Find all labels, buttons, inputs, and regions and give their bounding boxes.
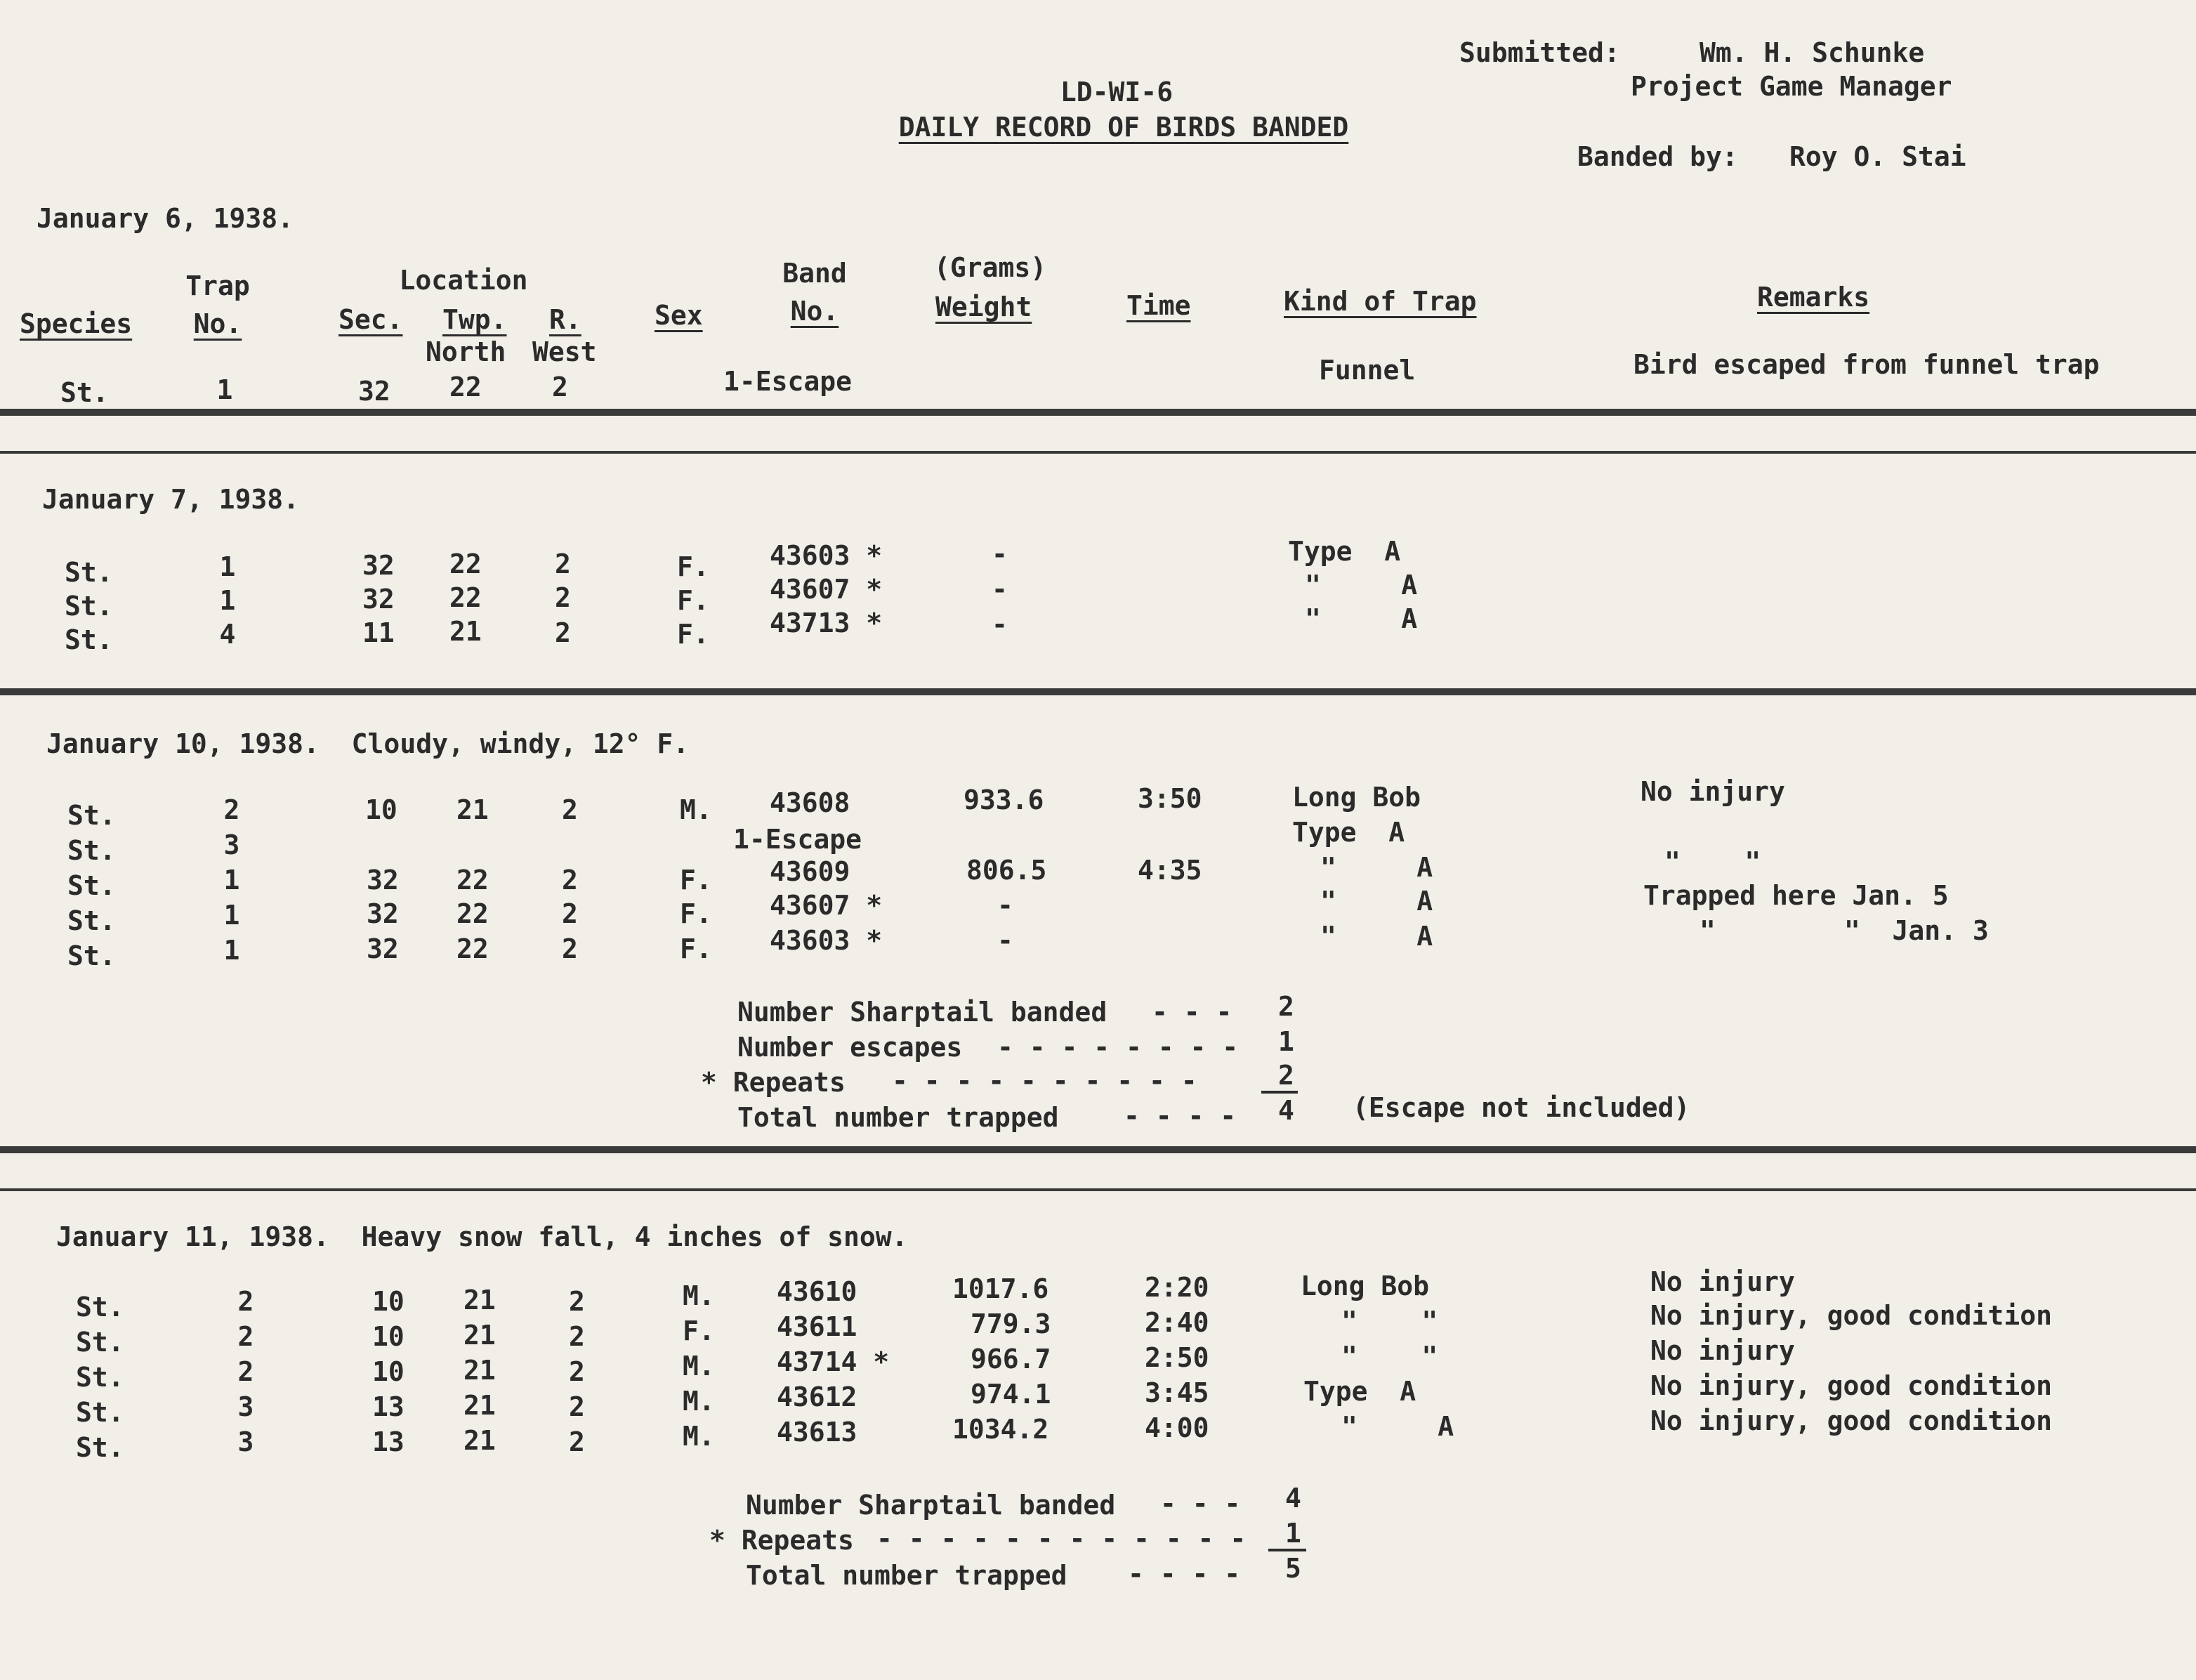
row-time: 4:00 bbox=[1145, 1412, 1209, 1443]
row-r: 2 bbox=[555, 582, 571, 613]
section-date: January 11, 1938. Heavy snow fall, 4 inches of snow. bbox=[56, 1221, 908, 1252]
row-kind: Type A bbox=[1292, 817, 1405, 848]
row-remarks: Bird escaped from funnel trap bbox=[1633, 349, 2100, 380]
row-weight: - bbox=[992, 574, 1008, 605]
row-sex: F. bbox=[677, 619, 709, 650]
row-band: 43607 * bbox=[770, 890, 883, 921]
row-remarks: No injury, good condition bbox=[1650, 1370, 2052, 1401]
row-band: 43608 bbox=[770, 787, 850, 818]
summary-dashes: - - - - - - - - - - - - bbox=[876, 1523, 1247, 1554]
row-species: St. bbox=[76, 1432, 124, 1463]
row-sec: 32 bbox=[367, 898, 399, 929]
summary-label: Number Sharptail banded bbox=[737, 997, 1107, 1028]
col-west: West bbox=[532, 336, 597, 367]
row-species: St. bbox=[60, 377, 109, 408]
row-r: 2 bbox=[569, 1426, 585, 1457]
row-band: 43603 * bbox=[770, 540, 883, 571]
row-r: 2 bbox=[555, 617, 571, 648]
row-trap: 1 bbox=[223, 900, 240, 931]
row-kind: " " bbox=[1341, 1341, 1438, 1372]
row-species: St. bbox=[65, 591, 113, 622]
row-band: 43610 bbox=[777, 1276, 857, 1307]
row-kind: " A bbox=[1320, 852, 1433, 883]
col-kind-of-trap: Kind of Trap bbox=[1284, 286, 1477, 317]
row-sec: 32 bbox=[358, 376, 390, 407]
summary-dashes: - - - bbox=[1152, 997, 1232, 1028]
row-species: St. bbox=[76, 1327, 124, 1358]
row-weight: 974.1 bbox=[971, 1379, 1051, 1410]
row-band: 43603 * bbox=[770, 925, 883, 956]
row-species: St. bbox=[76, 1397, 124, 1428]
row-remarks: No injury bbox=[1650, 1335, 1795, 1366]
row-sex: M. bbox=[683, 1421, 715, 1452]
row-species: St. bbox=[67, 870, 116, 901]
row-twp: 21 bbox=[463, 1390, 496, 1421]
row-sex: M. bbox=[683, 1386, 715, 1417]
section-date: January 10, 1938. Cloudy, windy, 12° F. bbox=[46, 728, 690, 759]
row-trap: 2 bbox=[237, 1321, 254, 1352]
row-band: 43611 bbox=[777, 1311, 857, 1342]
row-kind: " A bbox=[1341, 1411, 1454, 1442]
row-twp: 22 bbox=[449, 549, 482, 579]
section-divider bbox=[0, 688, 2196, 695]
row-sex: F. bbox=[680, 933, 712, 964]
col-r: R. bbox=[549, 304, 581, 335]
row-weight: - bbox=[992, 539, 1008, 570]
row-remarks: " " Jan. 3 bbox=[1699, 915, 1989, 946]
row-trap: 3 bbox=[237, 1391, 254, 1422]
row-sex: M. bbox=[683, 1351, 715, 1382]
submitted-label: Submitted: bbox=[1459, 37, 1620, 68]
summary-value: 1 bbox=[1278, 1026, 1294, 1057]
row-species: St. bbox=[76, 1292, 124, 1323]
submitted-title: Project Game Manager bbox=[1631, 71, 1952, 102]
sum-line bbox=[1261, 1091, 1298, 1094]
row-sec: 10 bbox=[372, 1286, 405, 1317]
row-band: 43714 * bbox=[777, 1346, 890, 1377]
row-sex: F. bbox=[680, 898, 712, 929]
summary-dashes: - - - - bbox=[1128, 1558, 1241, 1589]
row-sex: M. bbox=[680, 794, 712, 825]
row-time: 2:20 bbox=[1145, 1272, 1209, 1303]
row-time: 2:40 bbox=[1145, 1307, 1209, 1338]
row-kind: Funnel bbox=[1319, 355, 1416, 386]
row-trap: 2 bbox=[223, 794, 240, 825]
row-remarks: No injury, good condition bbox=[1650, 1300, 2052, 1331]
summary-dashes: - - - bbox=[1160, 1488, 1241, 1519]
row-twp: 22 bbox=[456, 898, 489, 929]
row-sec: 10 bbox=[372, 1356, 405, 1387]
col-remarks: Remarks bbox=[1757, 282, 1870, 313]
row-band: 1-Escape bbox=[733, 824, 862, 855]
row-trap: 1 bbox=[223, 935, 240, 966]
section-divider bbox=[0, 1188, 2196, 1191]
row-time: 3:50 bbox=[1138, 783, 1202, 814]
row-sex: F. bbox=[677, 585, 709, 616]
row-twp: 21 bbox=[463, 1355, 496, 1386]
row-trap: 1 bbox=[216, 374, 233, 405]
col-trap-top: Trap bbox=[185, 270, 250, 301]
row-band: 43609 bbox=[770, 856, 850, 887]
row-sec: 32 bbox=[362, 550, 395, 581]
col-location: Location bbox=[399, 265, 528, 296]
row-trap: 1 bbox=[219, 585, 236, 616]
row-species: St. bbox=[67, 940, 116, 971]
col-twp: Twp. bbox=[442, 304, 507, 335]
submitted-name: Wm. H. Schunke bbox=[1699, 37, 1925, 68]
row-time: 3:45 bbox=[1145, 1377, 1209, 1408]
row-band: 43607 * bbox=[770, 574, 883, 605]
row-r: 2 bbox=[555, 549, 571, 579]
row-sec: 10 bbox=[365, 794, 397, 825]
col-time: Time bbox=[1126, 290, 1191, 321]
col-sex: Sex bbox=[655, 300, 703, 331]
row-kind: " A bbox=[1305, 570, 1418, 601]
summary-label: Total number trapped bbox=[737, 1102, 1059, 1133]
row-weight: 806.5 bbox=[966, 855, 1047, 886]
row-kind: Type A bbox=[1288, 536, 1401, 567]
row-sec: 11 bbox=[362, 617, 395, 648]
row-sec: 32 bbox=[367, 865, 399, 895]
row-weight: 933.6 bbox=[964, 785, 1044, 815]
row-species: St. bbox=[67, 835, 116, 866]
row-sec: 10 bbox=[372, 1321, 405, 1352]
summary-value: 2 bbox=[1278, 1060, 1294, 1091]
row-trap: 1 bbox=[223, 865, 240, 895]
col-band-no: No. bbox=[790, 296, 839, 327]
row-twp: 22 bbox=[456, 865, 489, 895]
col-trap-no: No. bbox=[193, 308, 242, 339]
col-weight: Weight bbox=[935, 291, 1032, 322]
row-remarks: " " bbox=[1664, 846, 1761, 877]
banded-by-label: Banded by: bbox=[1577, 141, 1738, 172]
summary-value: 2 bbox=[1278, 991, 1294, 1022]
row-kind: Long Bob bbox=[1301, 1271, 1430, 1301]
row-weight: 1017.6 bbox=[952, 1273, 1049, 1304]
row-species: St. bbox=[65, 624, 113, 655]
row-r: 2 bbox=[562, 933, 578, 964]
summary-value: 5 bbox=[1285, 1553, 1301, 1584]
row-twp: 21 bbox=[449, 616, 482, 647]
summary-value: 1 bbox=[1285, 1518, 1301, 1549]
summary-label: Number escapes bbox=[737, 1032, 963, 1063]
row-twp: 22 bbox=[456, 933, 489, 964]
row-kind: Long Bob bbox=[1292, 782, 1421, 813]
row-sec: 13 bbox=[372, 1426, 405, 1457]
summary-value: 4 bbox=[1285, 1483, 1301, 1514]
row-weight: 966.7 bbox=[971, 1344, 1051, 1374]
row-species: St. bbox=[67, 800, 116, 831]
row-twp: 22 bbox=[449, 372, 482, 402]
summary-label: Total number trapped bbox=[746, 1560, 1067, 1591]
row-kind: " A bbox=[1320, 886, 1433, 917]
row-r: 2 bbox=[569, 1391, 585, 1422]
row-time: 4:35 bbox=[1138, 855, 1202, 886]
row-weight: 779.3 bbox=[971, 1308, 1051, 1339]
summary-label: Number Sharptail banded bbox=[746, 1490, 1116, 1521]
row-r: 2 bbox=[562, 898, 578, 929]
row-kind: " A bbox=[1320, 921, 1433, 952]
row-sex: M. bbox=[683, 1280, 715, 1311]
row-trap: 2 bbox=[237, 1356, 254, 1387]
row-twp: 21 bbox=[463, 1320, 496, 1351]
summary-note: (Escape not included) bbox=[1353, 1092, 1690, 1123]
row-sex: F. bbox=[680, 865, 712, 895]
col-band-top: Band bbox=[782, 258, 847, 289]
row-trap: 4 bbox=[219, 619, 236, 650]
row-weight: 1034.2 bbox=[952, 1414, 1049, 1445]
document-title: DAILY RECORD OF BIRDS BANDED bbox=[898, 112, 1349, 143]
row-sex: F. bbox=[677, 551, 709, 582]
row-species: St. bbox=[67, 905, 116, 936]
row-weight: - bbox=[992, 609, 1008, 640]
row-band: 43613 bbox=[777, 1417, 857, 1448]
summary-label: * Repeats bbox=[701, 1067, 846, 1098]
row-weight: - bbox=[997, 890, 1013, 921]
summary-dashes: - - - - bbox=[1124, 1101, 1237, 1131]
col-grams: (Grams) bbox=[934, 252, 1047, 283]
section-divider bbox=[0, 451, 2196, 454]
row-twp: 22 bbox=[449, 582, 482, 613]
row-sec: 13 bbox=[372, 1391, 405, 1422]
row-remarks: Trapped here Jan. 5 bbox=[1643, 880, 1949, 911]
row-kind: Type A bbox=[1303, 1376, 1416, 1407]
section-date: January 6, 1938. bbox=[37, 203, 294, 234]
summary-dashes: - - - - - - - - - - bbox=[892, 1065, 1197, 1096]
row-r: 2 bbox=[552, 372, 568, 402]
row-species: St. bbox=[76, 1362, 124, 1393]
summary-dashes: - - - - - - - - bbox=[997, 1032, 1239, 1063]
row-sex: F. bbox=[683, 1315, 715, 1346]
summary-label: * Repeats bbox=[709, 1525, 854, 1556]
row-r: 2 bbox=[569, 1356, 585, 1387]
row-r: 2 bbox=[569, 1321, 585, 1352]
row-trap: 3 bbox=[237, 1426, 254, 1457]
row-weight: - bbox=[997, 925, 1013, 956]
row-band: 43713 * bbox=[770, 608, 883, 638]
row-trap: 2 bbox=[237, 1286, 254, 1317]
row-kind: " " bbox=[1341, 1306, 1438, 1337]
row-r: 2 bbox=[569, 1286, 585, 1317]
row-sec: 32 bbox=[362, 584, 395, 615]
row-band: 43612 bbox=[777, 1382, 857, 1412]
row-band: 1-Escape bbox=[723, 366, 853, 397]
row-species: St. bbox=[65, 557, 113, 588]
section-divider bbox=[0, 1146, 2196, 1153]
col-sec: Sec. bbox=[338, 304, 403, 335]
row-twp: 21 bbox=[456, 794, 489, 825]
section-date: January 7, 1938. bbox=[42, 484, 300, 515]
col-north: North bbox=[426, 336, 506, 367]
row-kind: " A bbox=[1305, 603, 1418, 634]
row-twp: 21 bbox=[463, 1425, 496, 1456]
row-remarks: No injury bbox=[1641, 776, 1785, 807]
row-r: 2 bbox=[562, 794, 578, 825]
summary-value: 4 bbox=[1278, 1095, 1294, 1126]
row-r: 2 bbox=[562, 865, 578, 895]
banded-by-name: Roy O. Stai bbox=[1789, 141, 1966, 172]
row-trap: 3 bbox=[223, 829, 240, 860]
row-remarks: No injury, good condition bbox=[1650, 1405, 2052, 1436]
row-time: 2:50 bbox=[1145, 1342, 1209, 1373]
form-id: LD-WI-6 bbox=[1060, 77, 1173, 107]
row-twp: 21 bbox=[463, 1285, 496, 1315]
row-sec: 32 bbox=[367, 933, 399, 964]
row-trap: 1 bbox=[219, 551, 236, 582]
section-divider bbox=[0, 409, 2196, 416]
row-remarks: No injury bbox=[1650, 1266, 1795, 1297]
sum-line bbox=[1268, 1549, 1306, 1551]
col-species: Species bbox=[20, 308, 133, 339]
